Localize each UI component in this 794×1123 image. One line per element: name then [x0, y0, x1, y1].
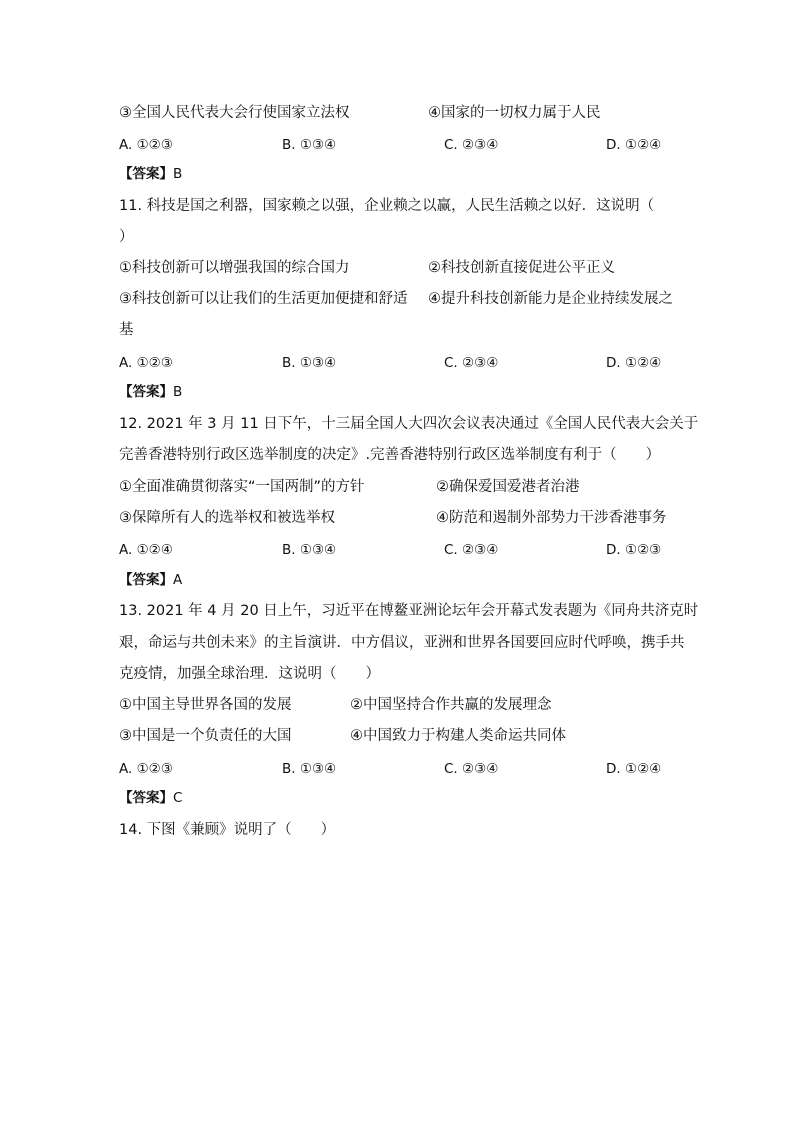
q10-item-4: ④国家的一切权力属于人民 [428, 105, 601, 121]
q11-item-1: ①科技创新可以增强我国的综合国力 [119, 260, 350, 276]
q13-choice-a: A. ①②③ [119, 761, 173, 777]
q12-item-3: ③保障所有人的选举权和被选举权 [119, 510, 335, 526]
q12-choice-d: D. ①②③ [606, 542, 662, 558]
answer-tag: 【答案】 [119, 790, 173, 806]
answer-tag: 【答案】 [119, 384, 173, 400]
q11-choice-d: D. ①②④ [606, 355, 662, 371]
q10-choice-a: A. ①②③ [119, 137, 173, 153]
q10-choice-b: B. ①③④ [282, 137, 337, 153]
q13-answer [119, 788, 182, 808]
q12-answer [119, 570, 182, 590]
q12-item-4: ④防范和遏制外部势力干涉香港事务 [436, 510, 667, 526]
q11-item-3: ③科技创新可以让我们的生活更加便捷和舒适 [119, 291, 408, 307]
q12-choice-c: C. ②③④ [444, 542, 499, 558]
q13-item-1: ①中国主导世界各国的发展 [119, 697, 292, 713]
q11-choice-b: B. ①③④ [282, 355, 337, 371]
q11-choice-a: A. ①②③ [119, 355, 173, 371]
q11-answer [119, 382, 182, 402]
q13-stem-line-2: 艰，命运与共创未来》的主旨演讲．中方倡议，亚洲和世界各国要回应时代呼唤，携手共 [119, 635, 685, 651]
q12-item-2: ②确保爱国爱港者治港 [436, 479, 580, 495]
q13-stem-line-1: 13. 2021 年 4 月 20 日上午，习近平在博鳌亚洲论坛年会开幕式发表题为《同舟共济克时 [119, 603, 699, 619]
answer-tag: 【答案】 [119, 572, 173, 588]
q11-item-2: ②科技创新直接促进公平正义 [428, 260, 615, 276]
answer-value: C [173, 790, 183, 806]
q11-stem-line-2: ） [119, 229, 134, 245]
q12-item-1: ①全面准确贯彻落实“一国两制”的方针 [119, 479, 365, 495]
answer-value: B [173, 384, 183, 400]
q10-answer [119, 164, 182, 184]
answer-value: B [173, 166, 183, 182]
q13-choice-c: C. ②③④ [444, 761, 499, 777]
q11-stem-line-1: 11. 科技是国之利器，国家赖之以强，企业赖之以赢，人民生活赖之以好．这说明（ [119, 198, 655, 214]
q13-choice-b: B. ①③④ [282, 761, 337, 777]
q11-choice-c: C. ②③④ [444, 355, 499, 371]
q12-choice-a: A. ①②④ [119, 542, 173, 558]
q11-item-4-cont: 基 [119, 322, 134, 338]
q13-item-3: ③中国是一个负责任的大国 [119, 728, 292, 744]
q13-choice-d: D. ①②④ [606, 761, 662, 777]
q12-stem-line-1: 12. 2021 年 3 月 11 日下午，十三届全国人大四次会议表决通过《全国人民代表大会关于 [119, 416, 699, 432]
q12-stem-line-2: 完善香港特别行政区选举制度的决定》.完善香港特别行政区选举制度有利于（ ） [119, 447, 661, 463]
answer-tag: 【答案】 [119, 166, 173, 182]
q10-choice-d: D. ①②④ [606, 137, 662, 153]
q10-choice-c: C. ②③④ [444, 137, 499, 153]
q14-stem-line-1: 14. 下图《兼顾》说明了（ ） [119, 822, 336, 838]
q13-stem-line-3: 克疫情，加强全球治理．这说明（ ） [119, 666, 380, 682]
q10-item-3: ③全国人民代表大会行使国家立法权 [119, 105, 350, 121]
q13-item-2: ②中国坚持合作共赢的发展理念 [350, 697, 552, 713]
answer-value: A [173, 572, 183, 588]
q12-choice-b: B. ①③④ [282, 542, 337, 558]
q11-item-4: ④提升科技创新能力是企业持续发展之 [428, 291, 673, 307]
q13-item-4: ④中国致力于构建人类命运共同体 [350, 728, 566, 744]
